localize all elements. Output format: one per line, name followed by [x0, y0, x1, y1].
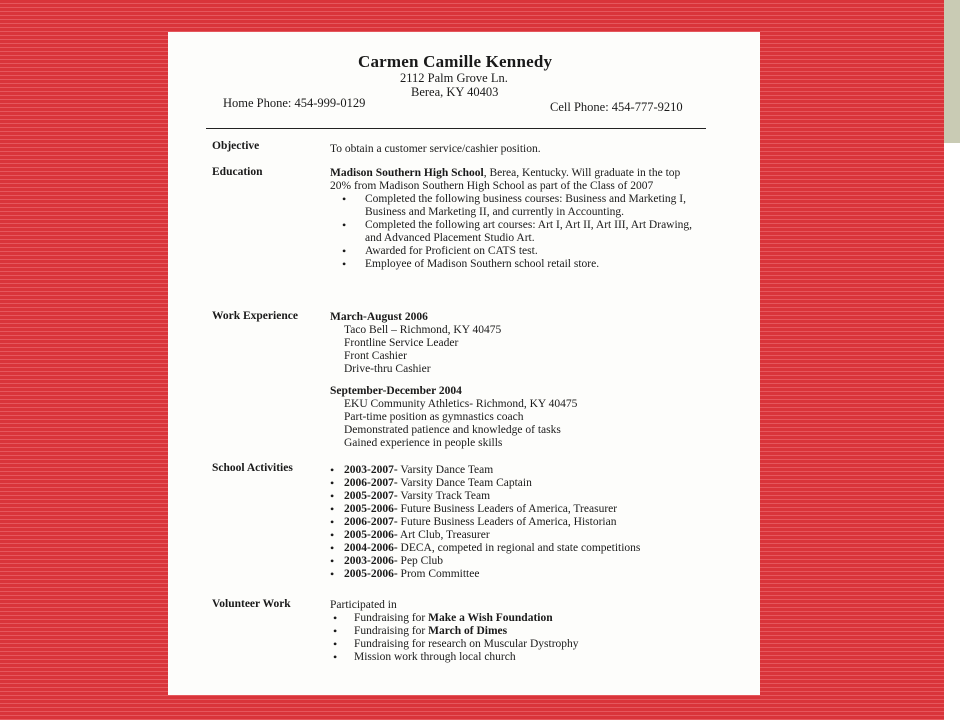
- activity-text: Varsity Track Team: [397, 490, 491, 502]
- address-line-2: Berea, KY 40403: [411, 85, 499, 99]
- resume-name: Carmen Camille Kennedy: [358, 52, 553, 71]
- list-item: [330, 651, 700, 664]
- job-line: Taco Bell – Richmond, KY 40475: [344, 324, 502, 336]
- education-summary-text: , Berea, Kentucky. Will graduate in the top 20% from Madison Southern High School as part of the Class of 2007: [330, 167, 681, 192]
- list-item: [330, 503, 700, 516]
- job-details: [330, 324, 700, 376]
- job-line: Gained experience in people skills: [344, 437, 503, 449]
- list-item: [330, 477, 700, 490]
- job-line: Front Cashier: [344, 350, 407, 362]
- list-item: [330, 464, 700, 477]
- activity-text: Varsity Dance Team Captain: [397, 477, 532, 489]
- activity-years: 2006-2007-: [344, 477, 398, 489]
- volunteer-org: Make a Wish Foundation: [428, 612, 553, 624]
- activity-text: Prom Committee: [397, 568, 480, 580]
- list-item: • Completed the following business courses: Business and Marketing I, Business and Marketing II, and currently in Accounting.: [330, 193, 700, 219]
- home-phone: Home Phone: 454-999-0129: [223, 96, 366, 110]
- work-label: Work Experience: [212, 310, 298, 322]
- activity-text: DECA, competed in regional and state competitions: [397, 542, 641, 554]
- job-line: Drive-thru Cashier: [344, 363, 431, 375]
- resume-page: [168, 32, 760, 695]
- volunteer-intro: Participated in: [330, 599, 397, 611]
- volunteer-org: March of Dimes: [428, 625, 508, 637]
- activity-years: 2006-2007-: [344, 516, 398, 528]
- activity-text: Varsity Dance Team: [397, 464, 494, 476]
- activity-years: 2005-2006-: [344, 529, 398, 541]
- job-line: Frontline Service Leader: [344, 337, 459, 349]
- education-summary: [330, 167, 700, 193]
- list-item: • Awarded for Proficient on CATS test.: [330, 245, 700, 258]
- list-item: [330, 555, 700, 568]
- job-dates: September-December 2004: [330, 385, 462, 397]
- activity-years: 2005-2006-: [344, 568, 398, 580]
- job-line: Demonstrated patience and knowledge of tasks: [344, 424, 561, 436]
- activity-years: 2005-2007-: [344, 490, 398, 502]
- activity-text: Future Business Leaders of America, Treasurer: [397, 503, 618, 515]
- job-dates: March-August 2006: [330, 311, 428, 323]
- activity-years: 2003-2007-: [344, 464, 398, 476]
- volunteer-text: Fundraising for research on Muscular Dystrophy: [354, 638, 579, 650]
- activity-years: 2003-2006-: [344, 555, 398, 567]
- job-line: EKU Community Athletics- Richmond, KY 40475: [344, 398, 578, 410]
- list-item: [330, 529, 700, 542]
- cell-phone: Cell Phone: 454-777-9210: [550, 100, 683, 114]
- school-name: Madison Southern High School: [330, 167, 484, 179]
- volunteer-label: Volunteer Work: [212, 598, 291, 610]
- spacer: [330, 376, 700, 385]
- activities-list: [330, 464, 700, 581]
- header-divider: [206, 128, 706, 129]
- objective-text: To obtain a customer service/cashier position.: [330, 143, 541, 155]
- objective-label: Objective: [212, 140, 260, 152]
- volunteer-text: Mission work through local church: [354, 651, 516, 663]
- list-item: [330, 542, 700, 555]
- volunteer-text: Fundraising for: [354, 625, 429, 637]
- education-label: Education: [212, 166, 263, 178]
- address-line-1: 2112 Palm Grove Ln.: [400, 71, 508, 85]
- list-item: [330, 612, 700, 625]
- activity-text: Art Club, Treasurer: [397, 529, 490, 541]
- list-item: [330, 516, 700, 529]
- right-edge-accent: [944, 0, 960, 143]
- list-item: [330, 638, 700, 651]
- education-section: [330, 167, 700, 271]
- volunteer-list: [330, 612, 700, 664]
- activity-years: 2004-2006-: [344, 542, 398, 554]
- list-item: [330, 625, 700, 638]
- list-item: • Completed the following art courses: Art I, Art II, Art III, Art Drawing, and Advanced Placement Studio Art.: [330, 219, 700, 245]
- job-details: [330, 398, 700, 450]
- list-item: [330, 490, 700, 503]
- activities-label: School Activities: [212, 462, 293, 474]
- education-bullets: [330, 193, 700, 271]
- list-item: [330, 568, 700, 581]
- activity-text: Pep Club: [397, 555, 444, 567]
- work-section: [330, 311, 700, 450]
- activity-years: 2005-2006-: [344, 503, 398, 515]
- volunteer-text: Fundraising for: [354, 612, 429, 624]
- activity-text: Future Business Leaders of America, Historian: [397, 516, 617, 528]
- job-line: Part-time position as gymnastics coach: [344, 411, 524, 423]
- activities-section: [330, 464, 700, 581]
- volunteer-section: [330, 599, 700, 664]
- list-item: • Employee of Madison Southern school retail store.: [330, 258, 700, 271]
